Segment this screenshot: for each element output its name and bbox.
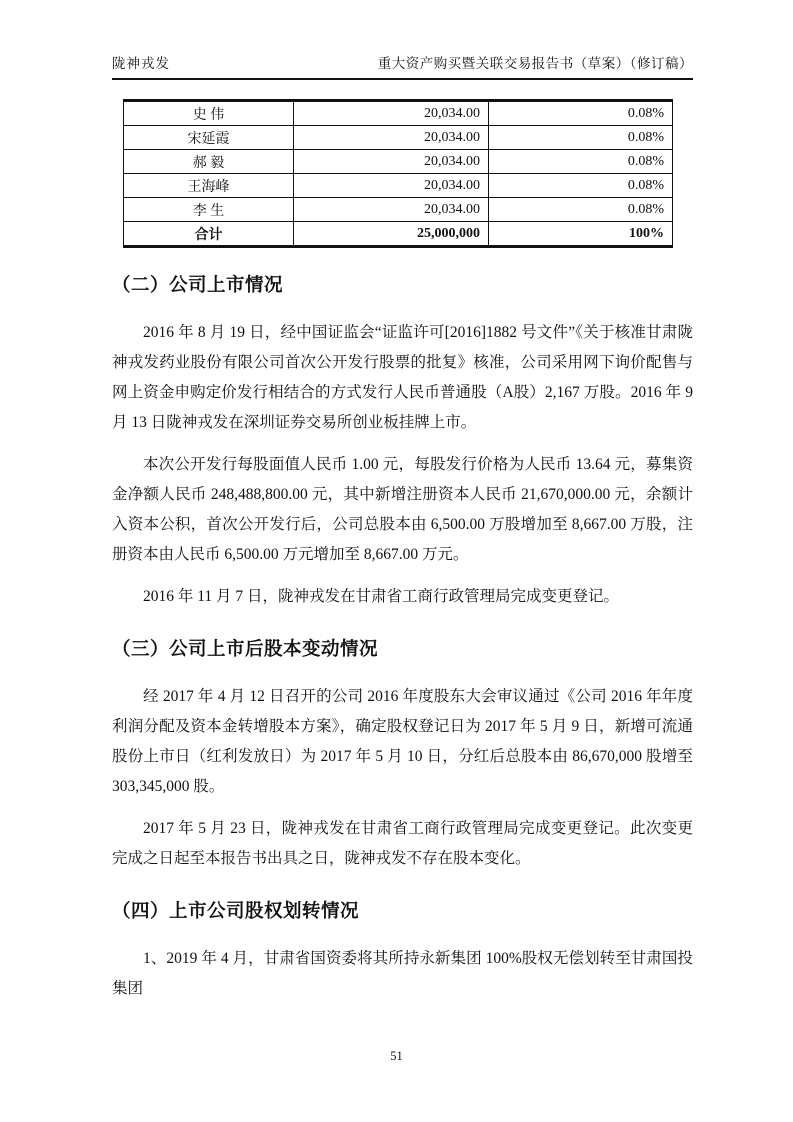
table-row [124, 150, 673, 174]
shareholder-ratio: 0.08% [489, 198, 673, 222]
shareholder-name: 李 生 [124, 198, 294, 222]
total-label: 合计 [124, 222, 294, 247]
paragraph: 1、2019 年 4 月，甘肃省国资委将其所持永新集团 100%股权无偿划转至甘肃国投集团 [112, 950, 693, 997]
section-equity-transfer [112, 898, 693, 1004]
section-capital-changes [112, 636, 693, 874]
table-row [124, 126, 673, 150]
table-row [124, 101, 673, 126]
shareholder-ratio: 0.08% [489, 174, 673, 198]
paragraph: 2016 年 8 月 19 日，经中国证监会“证监许可[2016]1882 号文件”《关于核准甘肃陇神戎发药业股份有限公司首次公开发行股票的批复》核准，公司采用网下询价配售与网上资金申购定价发行相结合的方式发行人民币普通股（A股）2,167 万股。2016 年 9 月 13 日陇神戎发在深圳证券交易所创业板挂牌上市。 [112, 324, 693, 431]
section-listing-status [112, 272, 693, 612]
paragraph: 经 2017 年 4 月 12 日召开的公司 2016 年度股东大会审议通过《公司 2016 年年度利润分配及资本金转增股本方案》，确定股权登记日为 2017 年 5 月 9 日，新增可流通股份上市日（红利发放日）为 2017 年 5 月 10 日，分红后总股本由 86,670,000 股增至 303,345,000 股。 [112, 688, 693, 795]
total-ratio: 100% [489, 222, 673, 247]
page-number: 51 [390, 1049, 403, 1063]
paragraph: 2017 年 5 月 23 日，陇神戎发在甘肃省工商行政管理局完成变更登记。此次变更完成之日起至本报告书出具之日，陇神戎发不存在股本变化。 [112, 820, 693, 867]
shareholder-name: 王海峰 [124, 174, 294, 198]
total-amount: 25,000,000 [294, 222, 489, 247]
shareholder-amount: 20,034.00 [294, 101, 489, 126]
shareholder-amount: 20,034.00 [294, 126, 489, 150]
shareholder-ratio: 0.08% [489, 101, 673, 126]
table-total-row [124, 222, 673, 247]
shareholder-name: 宋延霞 [124, 126, 294, 150]
shareholder-ratio: 0.08% [489, 150, 673, 174]
paragraph: 本次公开发行每股面值人民币 1.00 元，每股发行价格为人民币 13.64 元，募集资金净额人民币 248,488,800.00 元，其中新增注册资本人民币 21,670,000.00 元，余额计入资本公积，首次公开发行后，公司总股本由 6,500.00 万股增加至 8,667.00 万股，注册资本由人民币 6,500.00 万元增加至 8,667.00 万元。 [112, 456, 693, 563]
shareholder-ratio: 0.08% [489, 126, 673, 150]
shareholder-amount: 20,034.00 [294, 150, 489, 174]
running-header [112, 0, 693, 80]
table-row [124, 198, 673, 222]
shareholder-name: 史 伟 [124, 101, 294, 126]
paragraph: 2016 年 11 月 7 日，陇神戎发在甘肃省工商行政管理局完成变更登记。 [143, 588, 620, 605]
section-heading-4: （四）上市公司股权划转情况 [112, 900, 360, 921]
section-heading-3: （三）公司上市后股本变动情况 [112, 638, 379, 659]
header-company-name: 陇神戎发 [112, 56, 170, 71]
shareholder-name: 郝 毅 [124, 150, 294, 174]
table-row [124, 174, 673, 198]
section-heading-2: （二）公司上市情况 [112, 274, 284, 295]
header-document-title: 重大资产购买暨关联交易报告书（草案）（修订稿） [377, 56, 693, 71]
shareholder-amount: 20,034.00 [294, 198, 489, 222]
shareholder-amount: 20,034.00 [294, 174, 489, 198]
shareholder-table [123, 99, 673, 248]
